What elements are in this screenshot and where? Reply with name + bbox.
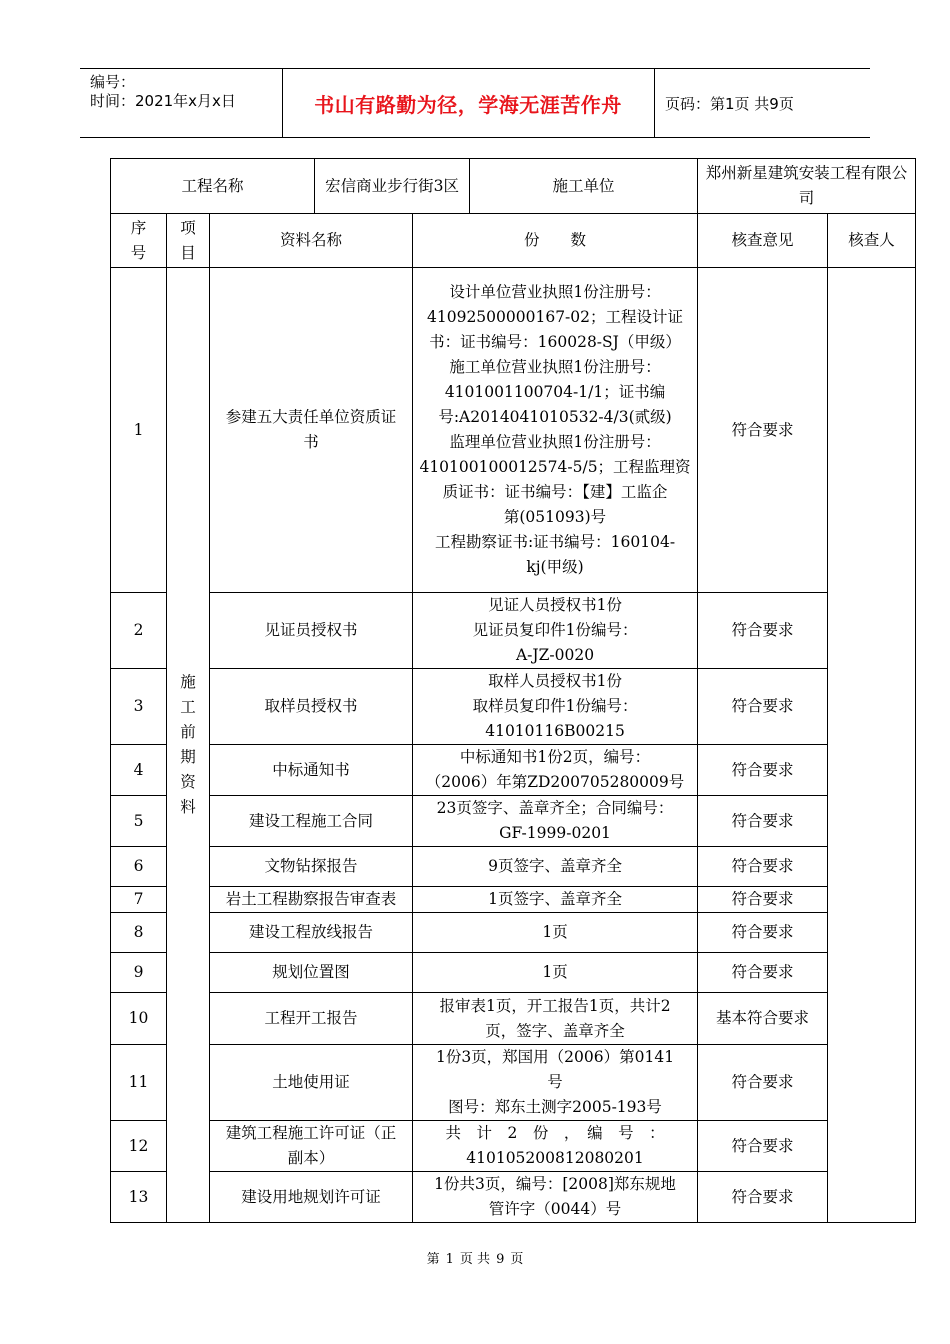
row-qty xyxy=(413,913,698,953)
row-seq: 7 xyxy=(111,887,167,913)
row-seq: 1 xyxy=(111,268,167,593)
row-qty-line: 9页签字、盖章齐全 xyxy=(488,857,622,875)
table-row xyxy=(111,913,916,953)
row-seq: 11 xyxy=(111,1045,167,1121)
table-row xyxy=(111,593,916,669)
construction-unit-value: 郑州新星建筑安装工程有限公司 xyxy=(698,159,916,214)
table-row xyxy=(111,1045,916,1121)
table-row xyxy=(111,887,916,913)
page-header xyxy=(80,68,870,138)
construction-unit-label: 施工单位 xyxy=(470,159,698,214)
table-row xyxy=(111,1121,916,1172)
row-qty-line: 施工单位营业执照1份注册号： xyxy=(449,358,661,376)
row-qty-line: 取样员复印件1份编号： xyxy=(472,697,638,715)
row-qty-line: 监理单位营业执照1份注册号： xyxy=(449,433,661,451)
table-row xyxy=(111,953,916,993)
project-row xyxy=(111,159,916,214)
row-qty-line: A-JZ-0020 xyxy=(515,646,595,664)
row-seq: 2 xyxy=(111,593,167,669)
row-opinion: 符合要求 xyxy=(698,669,828,745)
row-seq: 6 xyxy=(111,847,167,887)
row-opinion: 符合要求 xyxy=(698,745,828,796)
row-qty-line: 报审表1页，开工报告1页，共计2 xyxy=(439,996,671,1015)
row-doc-name: 取样员授权书 xyxy=(210,669,413,745)
row-seq: 3 xyxy=(111,669,167,745)
col-opinion-header: 核查意见 xyxy=(698,214,828,268)
header-page-cell xyxy=(655,69,870,137)
table-body xyxy=(111,268,916,1223)
project-name-value: 宏信商业步行街3区 xyxy=(315,159,470,214)
project-name-label: 工程名称 xyxy=(111,159,315,214)
row-qty-line: 1页 xyxy=(542,963,568,981)
row-qty-line: 号:A2014041010532-4/3(贰级) xyxy=(438,408,672,426)
inspection-table xyxy=(110,158,916,1223)
row-qty-line: 取样人员授权书1份 xyxy=(488,672,622,690)
row-doc-name: 文物钻探报告 xyxy=(210,847,413,887)
row-qty-line: kj(甲级) xyxy=(526,558,584,576)
row-qty xyxy=(413,1045,698,1121)
row-doc-name: 建筑工程施工许可证（正副本） xyxy=(210,1121,413,1172)
row-qty-line: 共 计 2 份 ， 编 号 ： xyxy=(445,1124,665,1142)
row-qty xyxy=(413,953,698,993)
row-qty-line: 见证员复印件1份编号： xyxy=(472,621,638,639)
row-opinion: 符合要求 xyxy=(698,1121,828,1172)
row-qty xyxy=(413,1172,698,1223)
col-checker-header: 核查人 xyxy=(828,214,916,268)
row-qty-line: 410105200812080201 xyxy=(466,1149,644,1167)
row-doc-name: 建设用地规划许可证 xyxy=(210,1172,413,1223)
page-footer xyxy=(0,1248,950,1267)
row-qty xyxy=(413,796,698,847)
row-qty-line: （2006）年第ZD200705280009号 xyxy=(425,773,685,791)
category-label: 施工前期资料 xyxy=(180,673,196,816)
row-seq: 5 xyxy=(111,796,167,847)
row-qty-line: 41092500000167-02；工程设计证 xyxy=(427,308,684,326)
row-qty-line: GF-1999-0201 xyxy=(499,824,611,842)
row-qty-line: 1份3页，郑国用（2006）第0141 xyxy=(435,1048,675,1066)
row-doc-name: 规划位置图 xyxy=(210,953,413,993)
row-qty xyxy=(413,268,698,593)
row-seq: 9 xyxy=(111,953,167,993)
header-motto-cell xyxy=(282,69,655,137)
col-doc-name-header: 资料名称 xyxy=(210,214,413,268)
row-opinion: 符合要求 xyxy=(698,887,828,913)
table-row xyxy=(111,268,916,593)
row-opinion: 符合要求 xyxy=(698,1045,828,1121)
row-opinion: 符合要求 xyxy=(698,796,828,847)
row-qty-line: 页，签字、盖章齐全 xyxy=(485,1021,625,1040)
row-doc-name: 中标通知书 xyxy=(210,745,413,796)
header-motto: 书山有路勤为径，学海无涯苦作舟 xyxy=(314,92,622,117)
row-qty-line: 1份共3页，编号：[2008]郑东规地 xyxy=(434,1175,676,1193)
col-seq-header: 序号 xyxy=(111,214,167,268)
footer-mid: 页 共 xyxy=(459,1252,491,1267)
row-qty xyxy=(413,847,698,887)
row-qty-line: 管许字（0044）号 xyxy=(488,1200,622,1218)
row-seq: 4 xyxy=(111,745,167,796)
row-qty xyxy=(413,745,698,796)
row-qty-line: 工程勘察证书:证书编号：160104- xyxy=(434,533,676,551)
row-doc-name: 工程开工报告 xyxy=(210,993,413,1045)
row-qty-line: 1页 xyxy=(542,923,568,941)
header-meta xyxy=(80,69,283,137)
row-opinion: 符合要求 xyxy=(698,268,828,593)
category-cell xyxy=(167,268,210,1223)
row-qty-line: 410100100012574-5/5；工程监理资 xyxy=(419,458,691,476)
row-opinion: 符合要求 xyxy=(698,1172,828,1223)
row-qty xyxy=(413,669,698,745)
row-doc-name: 岩土工程勘察报告审查表 xyxy=(210,887,413,913)
row-qty-line: 41010116B00215 xyxy=(485,722,625,740)
row-qty-line: 23页签字、盖章齐全；合同编号： xyxy=(436,799,674,817)
col-item-header: 项目 xyxy=(167,214,210,268)
table-row xyxy=(111,745,916,796)
row-doc-name: 土地使用证 xyxy=(210,1045,413,1121)
date-line: 时间：2021年x月x日 xyxy=(90,92,236,110)
footer-suffix: 页 xyxy=(510,1252,524,1267)
row-qty-line: 设计单位营业执照1份注册号： xyxy=(449,283,661,301)
col-qty-header: 份 数 xyxy=(413,214,698,268)
table-row xyxy=(111,669,916,745)
row-doc-name: 建设工程施工合同 xyxy=(210,796,413,847)
footer-total-pages: 9 xyxy=(496,1252,505,1267)
row-qty xyxy=(413,1121,698,1172)
row-doc-name: 建设工程放线报告 xyxy=(210,913,413,953)
row-seq: 8 xyxy=(111,913,167,953)
row-qty-line: 书：证书编号：160028-SJ（甲级） xyxy=(429,333,681,351)
row-qty xyxy=(413,993,698,1045)
row-doc-name: 见证员授权书 xyxy=(210,593,413,669)
row-qty-line: 第(051093)号 xyxy=(503,508,607,526)
row-qty xyxy=(413,887,698,913)
table-row xyxy=(111,993,916,1045)
serial-label: 编号： xyxy=(90,73,136,91)
row-opinion: 符合要求 xyxy=(698,953,828,993)
footer-prefix: 第 xyxy=(426,1252,440,1267)
row-opinion: 基本符合要求 xyxy=(698,993,828,1045)
row-opinion: 符合要求 xyxy=(698,913,828,953)
row-seq: 13 xyxy=(111,1172,167,1223)
row-seq: 10 xyxy=(111,993,167,1045)
table-row xyxy=(111,796,916,847)
row-qty-line: 质证书：证书编号：【建】工监企 xyxy=(442,483,668,501)
checker-cell xyxy=(828,268,916,1223)
row-qty-line: 4101001100704-1/1；证书编 xyxy=(444,383,666,401)
row-qty-line: 中标通知书1份2页，编号： xyxy=(459,748,651,766)
header-page-info: 页码：第1页 共9页 xyxy=(665,94,794,113)
row-doc-name: 参建五大责任单位资质证书 xyxy=(210,268,413,593)
row-qty-line: 见证人员授权书1份 xyxy=(488,596,622,614)
row-opinion: 符合要求 xyxy=(698,593,828,669)
table-row xyxy=(111,1172,916,1223)
row-seq: 12 xyxy=(111,1121,167,1172)
row-qty-line: 图号：郑东土测字2005-193号 xyxy=(448,1098,662,1116)
row-qty-line: 号 xyxy=(547,1073,563,1091)
row-qty-line: 1页签字、盖章齐全 xyxy=(488,890,622,908)
row-opinion: 符合要求 xyxy=(698,847,828,887)
footer-page-number: 1 xyxy=(445,1252,454,1267)
column-header-row xyxy=(111,214,916,268)
table-row xyxy=(111,847,916,887)
row-qty xyxy=(413,593,698,669)
